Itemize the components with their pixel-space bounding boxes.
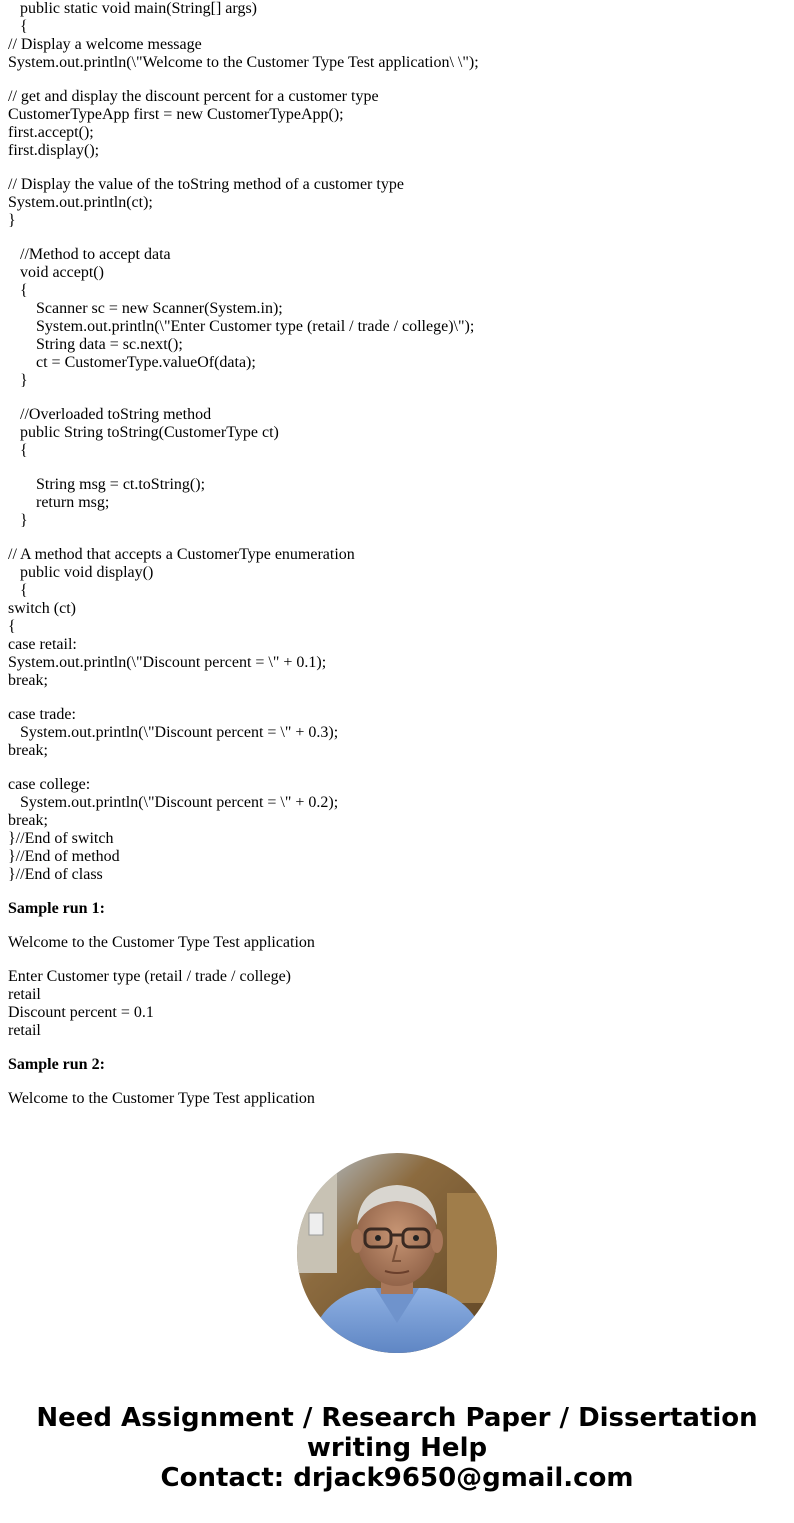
code-line: case retail: (8, 636, 77, 653)
code-listing (8, 0, 788, 1108)
code-line: { (8, 618, 16, 635)
code-line: Welcome to the Customer Type Test application (8, 934, 315, 951)
code-line: break; (8, 672, 48, 689)
code-line: break; (8, 742, 48, 759)
blank-line (8, 690, 788, 706)
footer-line-1: Need Assignment / Research Paper / Dissertation (36, 1403, 758, 1433)
footer-contact-line: Contact: drjack9650@gmail.com (160, 1463, 634, 1493)
blank-line (8, 390, 788, 406)
code-line: retail (8, 1022, 41, 1039)
code-line: System.out.println(\"Welcome to the Customer Type Test application\ \"); (8, 54, 479, 71)
code-line: public static void main(String[] args) (8, 0, 257, 17)
blank-line (8, 1040, 788, 1056)
footer-advert (0, 1403, 794, 1493)
blank-line (8, 160, 788, 176)
blank-line (8, 460, 788, 476)
code-line: //Overloaded toString method (8, 406, 212, 423)
code-line: } (8, 512, 28, 529)
blank-line (8, 952, 788, 968)
code-line: switch (ct) (8, 600, 76, 617)
code-line: }//End of class (8, 866, 103, 883)
code-line: String msg = ct.toString(); (8, 476, 206, 493)
code-line: System.out.println(\"Discount percent = \" + 0.1); (8, 654, 327, 671)
section-heading: Sample run 2: (8, 1056, 105, 1073)
blank-line (8, 230, 788, 246)
code-line: System.out.println(\"Discount percent = \" + 0.3); (8, 724, 339, 741)
code-line: { (8, 442, 28, 459)
code-line: { (8, 282, 28, 299)
code-line: { (8, 18, 28, 35)
code-line: }//End of method (8, 848, 120, 865)
person-photo-icon (297, 1153, 497, 1353)
code-line: System.out.println(\"Enter Customer type (retail / trade / college)\"); (8, 318, 475, 335)
code-line: void accept() (8, 264, 104, 281)
code-line: public void display() (8, 564, 154, 581)
code-line: return msg; (8, 494, 110, 511)
blank-line (8, 918, 788, 934)
section-heading: Sample run 1: (8, 900, 105, 917)
code-line: // Display the value of the toString method of a customer type (8, 176, 404, 193)
code-line: public String toString(CustomerType ct) (8, 424, 279, 441)
code-line: { (8, 582, 28, 599)
code-line: Welcome to the Customer Type Test application (8, 1090, 315, 1107)
code-line: }//End of switch (8, 830, 114, 847)
code-line: break; (8, 812, 48, 829)
code-line: // get and display the discount percent for a customer type (8, 88, 379, 105)
blank-line (8, 530, 788, 546)
code-line: ct = CustomerType.valueOf(data); (8, 354, 256, 371)
blank-line (8, 72, 788, 88)
code-line: // Display a welcome message (8, 36, 202, 53)
code-line: first.display(); (8, 142, 100, 159)
code-line: System.out.println(\"Discount percent = \" + 0.2); (8, 794, 339, 811)
code-line: String data = sc.next(); (8, 336, 183, 353)
code-line: } (8, 372, 28, 389)
code-line: case college: (8, 776, 91, 793)
blank-line (8, 760, 788, 776)
code-line: Discount percent = 0.1 (8, 1004, 154, 1021)
code-line: case trade: (8, 706, 76, 723)
code-line: System.out.println(ct); (8, 194, 153, 211)
code-line: //Method to accept data (8, 246, 171, 263)
code-line: Enter Customer type (retail / trade / college) (8, 968, 291, 985)
code-line: } (8, 212, 16, 229)
code-line: retail (8, 986, 41, 1003)
author-avatar (297, 1153, 497, 1353)
code-line: CustomerTypeApp first = new CustomerTypeApp(); (8, 106, 344, 123)
blank-line (8, 1074, 788, 1090)
footer-line-2: writing Help (306, 1433, 488, 1463)
code-line: Scanner sc = new Scanner(System.in); (8, 300, 283, 317)
blank-line (8, 884, 788, 900)
code-line: // A method that accepts a CustomerType enumeration (8, 546, 355, 563)
code-line: first.accept(); (8, 124, 94, 141)
